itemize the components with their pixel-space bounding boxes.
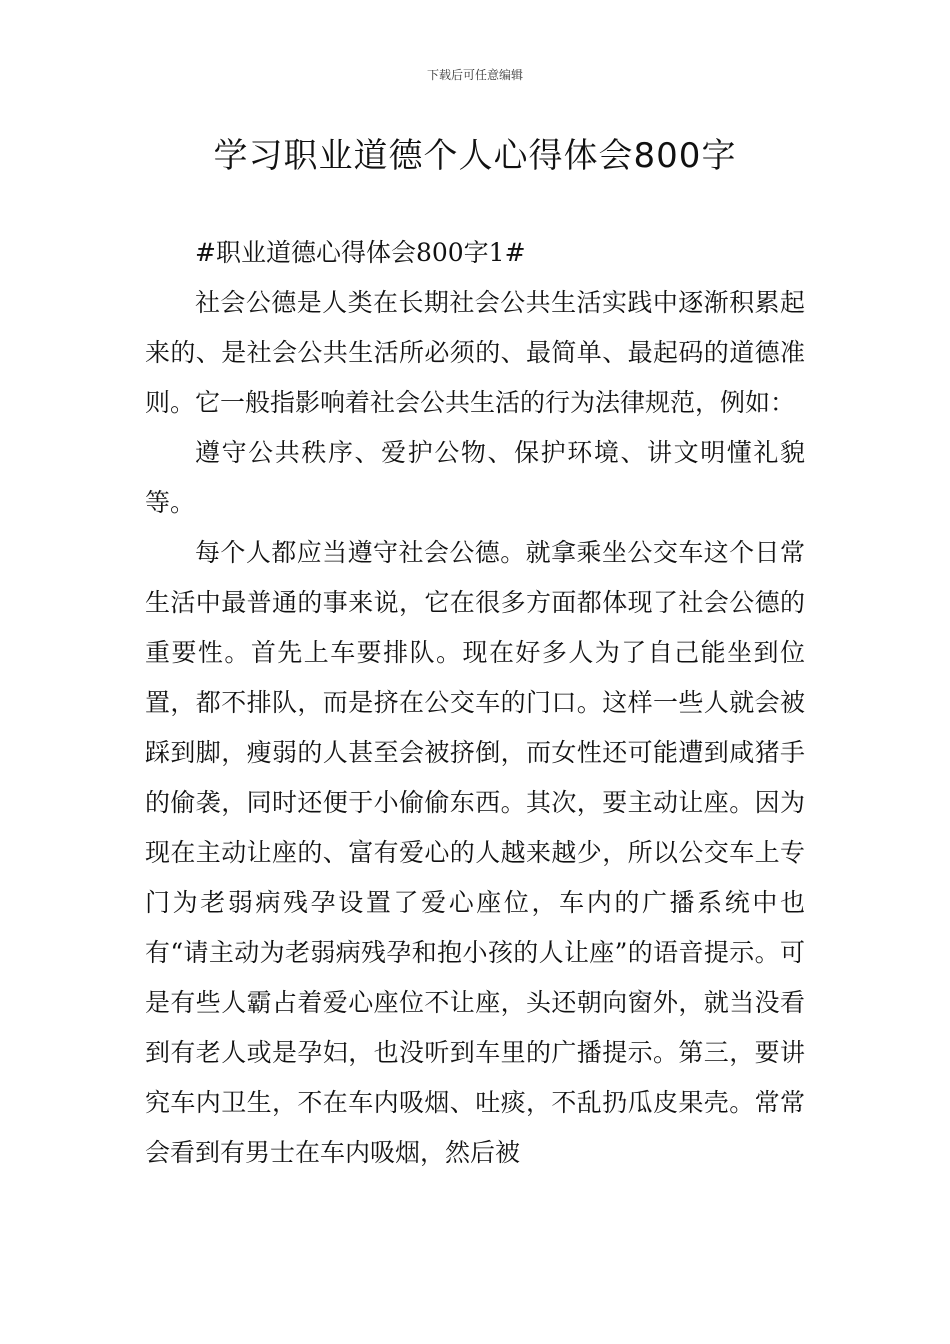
paragraph: 遵守公共秩序、爱护公物、保护环境、讲文明懂礼貌等。 [145,438,805,517]
section-heading: #职业道德心得体会800字1# [195,238,526,267]
document-title: 学习职业道德个人心得体会800字 [213,136,737,176]
paragraph: 社会公德是人类在长期社会公共生活实践中逐渐积累起来的、是社会公共生活所必须的、最简单、最起码的道德准则。它一般指影响着社会公共生活的行为法律规范，例如： [145,288,805,417]
header-note: 下载后可任意编辑 [426,68,523,82]
paragraph: 每个人都应当遵守社会公德。就拿乘坐公交车这个日常生活中最普通的事来说，它在很多方面都体现了社会公德的重要性。首先上车要排队。现在好多人为了自己能坐到位置，都不排队，而是挤在公交车的门口。这样一些人就会被踩到脚，瘦弱的人甚至会被挤倒，而女性还可能遭到咸猪手的偷袭，同时还便于小偷偷东西。其次，要主动让座。因为现在主动让座的、富有爱心的人越来越少，所以公交车上专门为老弱病残孕设置了爱心座位，车内的广播系统中也有“请主动为老弱病残孕和抱小孩的人让座”的语音提示。可是有些人霸占着爱心座位不让座，头还朝向窗外，就当没看到有老人或是孕妇，也没听到车里的广播提示。第三，要讲究车内卫生，不在车内吸烟、吐痰，不乱扔瓜皮果壳。常常会看到有男士在车内吸烟，然后被 [145,538,805,1167]
document-body [145,228,805,1178]
